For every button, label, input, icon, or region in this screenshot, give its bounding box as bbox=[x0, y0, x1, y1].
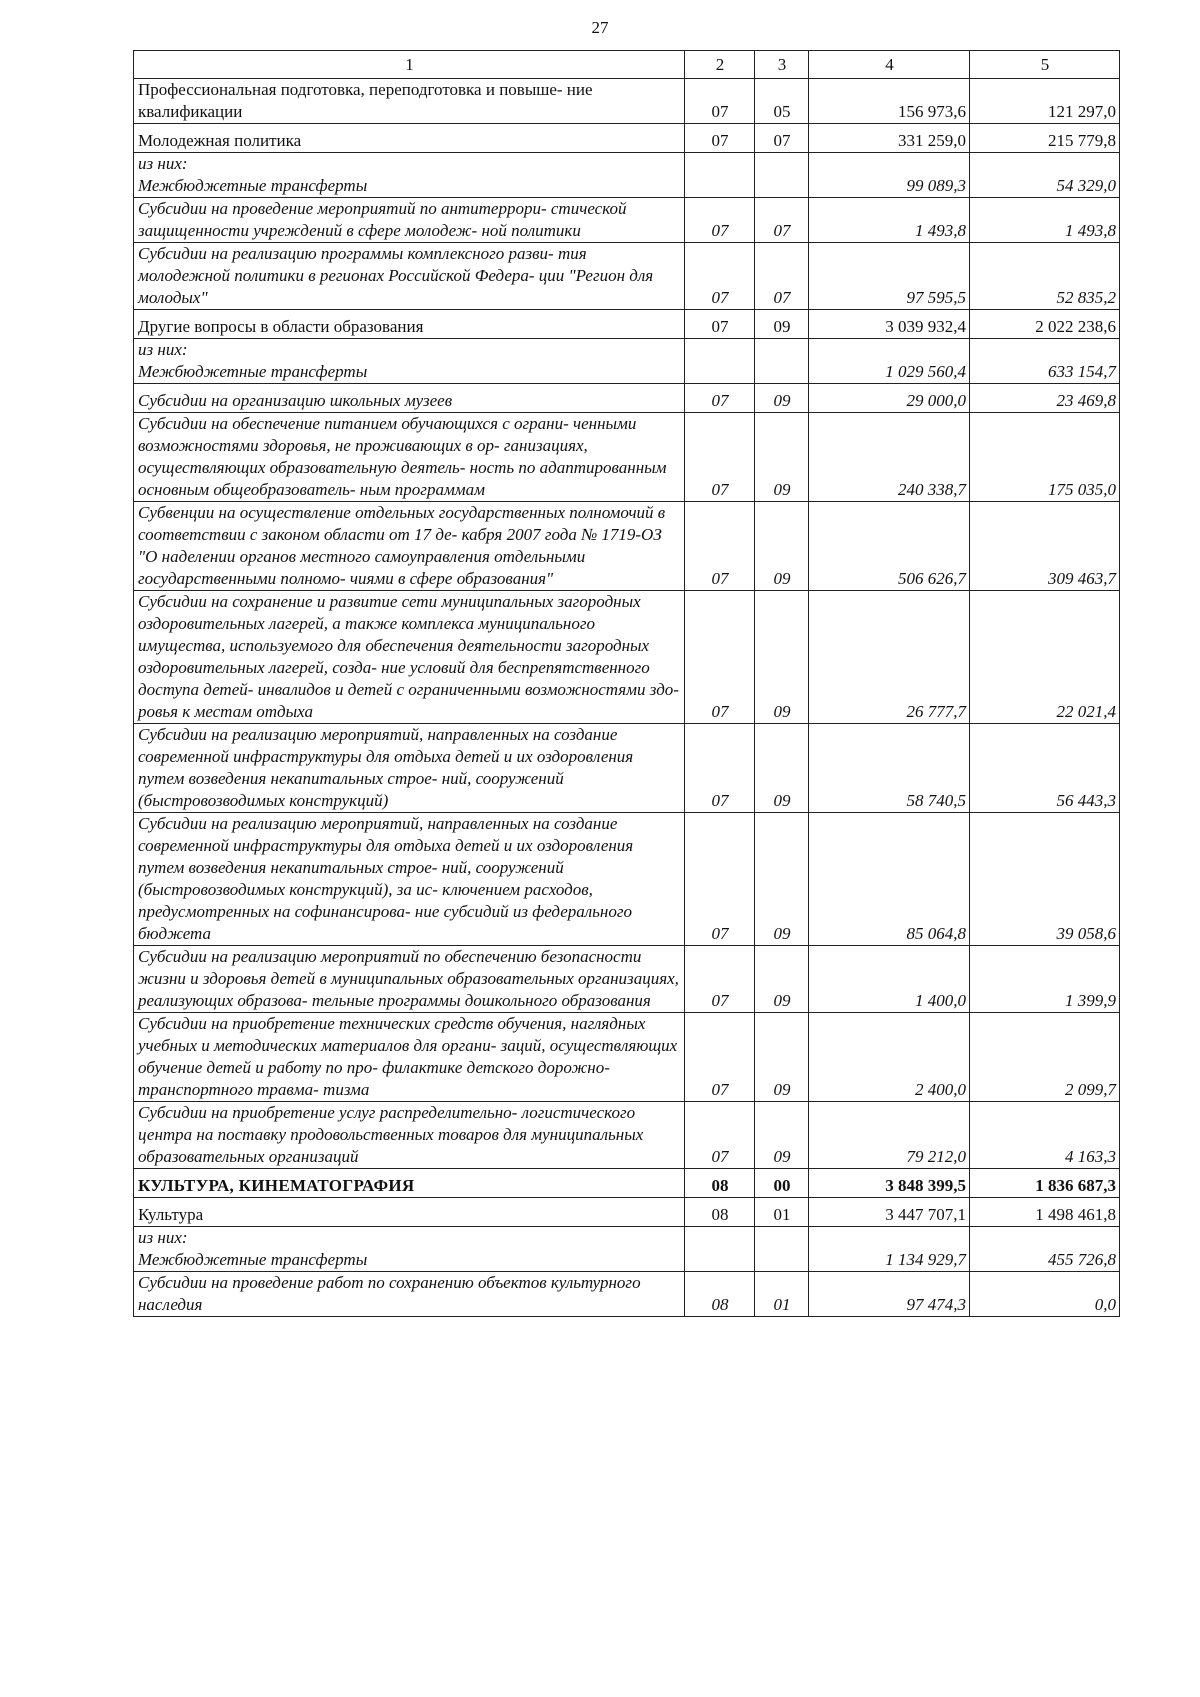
row-name: Субсидии на реализацию мероприятий по обеспечению безопасности жизни и здоровья детей в муниципальных образовательных организациях, реализующих образова- тельные программы дошкольного образования bbox=[134, 946, 685, 1013]
row-section-code bbox=[685, 1227, 755, 1272]
row-name: Субсидии на обеспечение питанием обучающихся с ограни- ченными возможностями здоровья, не проживающих в ор- ганизациях, осуществляющих образовательную деятель- ность по адаптированным основным общеобразователь- ным программам bbox=[134, 413, 685, 502]
row-value-planned: 1 400,0 bbox=[809, 946, 970, 1013]
row-value-executed: 175 035,0 bbox=[970, 413, 1120, 502]
row-name: Субсидии на сохранение и развитие сети муниципальных загородных оздоровительных лагерей, а также комплекса муниципального имущества, используемого для обеспечения деятельности загородных оздоровительных лагерей, созда- ние условий для беспрепятственного доступа детей- инвалидов и детей с ограниченными возможностями здо- ровья к местам отдыха bbox=[134, 591, 685, 724]
table-row bbox=[134, 1227, 1120, 1272]
row-name: Субсидии на реализацию программы комплексного разви- тия молодежной политики в регионах Российской Федера- ции "Регион для молодых" bbox=[134, 243, 685, 310]
row-value-planned: 26 777,7 bbox=[809, 591, 970, 724]
row-subsection-code: 09 bbox=[755, 1013, 809, 1102]
row-subsection-code: 05 bbox=[755, 79, 809, 124]
row-value-executed: 1 493,8 bbox=[970, 198, 1120, 243]
row-value-executed: 215 779,8 bbox=[970, 124, 1120, 153]
table-row bbox=[134, 413, 1120, 502]
row-value-executed: 0,0 bbox=[970, 1272, 1120, 1317]
row-subsection-code bbox=[755, 339, 809, 384]
row-section-code bbox=[685, 153, 755, 198]
table-row bbox=[134, 339, 1120, 384]
table-row bbox=[134, 1198, 1120, 1227]
row-value-planned: 3 039 932,4 bbox=[809, 310, 970, 339]
row-subsection-code: 09 bbox=[755, 591, 809, 724]
table-row bbox=[134, 1102, 1120, 1169]
row-value-planned: 1 029 560,4 bbox=[809, 339, 970, 384]
row-value-executed: 309 463,7 bbox=[970, 502, 1120, 591]
row-name: Субсидии на проведение работ по сохранению объектов культурного наследия bbox=[134, 1272, 685, 1317]
row-value-executed: 52 835,2 bbox=[970, 243, 1120, 310]
row-value-executed: 1 399,9 bbox=[970, 946, 1120, 1013]
row-subsection-code bbox=[755, 153, 809, 198]
table-row bbox=[134, 724, 1120, 813]
table-row bbox=[134, 153, 1120, 198]
row-value-executed: 1 498 461,8 bbox=[970, 1198, 1120, 1227]
table-row bbox=[134, 946, 1120, 1013]
row-name: Профессиональная подготовка, переподготовка и повыше- ние квалификации bbox=[134, 79, 685, 124]
row-section-code: 07 bbox=[685, 946, 755, 1013]
table-row bbox=[134, 1013, 1120, 1102]
row-value-planned: 2 400,0 bbox=[809, 1013, 970, 1102]
table-header-row bbox=[134, 51, 1120, 79]
row-section-code: 07 bbox=[685, 724, 755, 813]
row-subsection-code: 09 bbox=[755, 384, 809, 413]
row-value-planned: 58 740,5 bbox=[809, 724, 970, 813]
row-section-code: 07 bbox=[685, 813, 755, 946]
row-subsection-code: 01 bbox=[755, 1198, 809, 1227]
row-value-executed: 2 022 238,6 bbox=[970, 310, 1120, 339]
row-value-executed: 54 329,0 bbox=[970, 153, 1120, 198]
row-section-code: 07 bbox=[685, 1102, 755, 1169]
row-section-code bbox=[685, 339, 755, 384]
row-subsection-code bbox=[755, 1227, 809, 1272]
row-section-code: 08 bbox=[685, 1169, 755, 1198]
table-row bbox=[134, 124, 1120, 153]
row-subsection-code: 00 bbox=[755, 1169, 809, 1198]
table-row bbox=[134, 1169, 1120, 1198]
row-subsection-code: 09 bbox=[755, 813, 809, 946]
row-name: из них: Межбюджетные трансферты bbox=[134, 153, 685, 198]
row-value-planned: 1 493,8 bbox=[809, 198, 970, 243]
row-section-code: 07 bbox=[685, 591, 755, 724]
row-name: Другие вопросы в области образования bbox=[134, 310, 685, 339]
row-value-planned: 156 973,6 bbox=[809, 79, 970, 124]
row-section-code: 07 bbox=[685, 198, 755, 243]
row-value-planned: 97 595,5 bbox=[809, 243, 970, 310]
row-subsection-code: 07 bbox=[755, 124, 809, 153]
row-value-executed: 39 058,6 bbox=[970, 813, 1120, 946]
row-name: Субсидии на приобретение технических средств обучения, наглядных учебных и методических материалов для органи- заций, осуществляющих обучение детей и работу по про- филактике детского дорожно-транспортного травма- тизма bbox=[134, 1013, 685, 1102]
row-section-code: 07 bbox=[685, 413, 755, 502]
table-row bbox=[134, 1272, 1120, 1317]
row-section-code: 07 bbox=[685, 124, 755, 153]
row-section-code: 07 bbox=[685, 243, 755, 310]
row-value-planned: 1 134 929,7 bbox=[809, 1227, 970, 1272]
row-subsection-code: 09 bbox=[755, 502, 809, 591]
row-value-planned: 3 447 707,1 bbox=[809, 1198, 970, 1227]
row-name: Субсидии на реализацию мероприятий, направленных на создание современной инфраструктуры для отдыха детей и их оздоровления путем возведения некапитальных строе- ний, сооружений (быстровозводимых конструкций), за ис- ключением расходов, предусмотренных на софинансирова- ние субсидий из федерального бюджета bbox=[134, 813, 685, 946]
row-value-executed: 23 469,8 bbox=[970, 384, 1120, 413]
table-row bbox=[134, 813, 1120, 946]
row-name: Субсидии на организацию школьных музеев bbox=[134, 384, 685, 413]
row-value-planned: 331 259,0 bbox=[809, 124, 970, 153]
row-value-planned: 240 338,7 bbox=[809, 413, 970, 502]
row-section-code: 07 bbox=[685, 310, 755, 339]
row-value-planned: 85 064,8 bbox=[809, 813, 970, 946]
row-value-executed: 2 099,7 bbox=[970, 1013, 1120, 1102]
header-col-2: 2 bbox=[685, 51, 755, 79]
table-body bbox=[134, 79, 1120, 1317]
table-row bbox=[134, 243, 1120, 310]
row-value-planned: 97 474,3 bbox=[809, 1272, 970, 1317]
row-value-executed: 56 443,3 bbox=[970, 724, 1120, 813]
row-name: Субсидии на приобретение услуг распределительно- логистического центра на поставку продовольственных товаров для муниципальных образовательных организаций bbox=[134, 1102, 685, 1169]
row-value-planned: 3 848 399,5 bbox=[809, 1169, 970, 1198]
row-value-executed: 22 021,4 bbox=[970, 591, 1120, 724]
row-value-planned: 79 212,0 bbox=[809, 1102, 970, 1169]
row-section-code: 07 bbox=[685, 1013, 755, 1102]
table-row bbox=[134, 79, 1120, 124]
header-col-5: 5 bbox=[970, 51, 1120, 79]
row-name: Субвенции на осуществление отдельных государственных полномочий в соответствии с законом области от 17 де- кабря 2007 года № 1719-ОЗ "О наделении органов местного самоуправления отдельными государственными полномо- чиями в сфере образования" bbox=[134, 502, 685, 591]
row-name: Субсидии на реализацию мероприятий, направленных на создание современной инфраструктуры для отдыха детей и их оздоровления путем возведения некапитальных строе- ний, сооружений (быстровозводимых конструкций) bbox=[134, 724, 685, 813]
row-section-code: 08 bbox=[685, 1198, 755, 1227]
row-subsection-code: 01 bbox=[755, 1272, 809, 1317]
row-section-code: 07 bbox=[685, 384, 755, 413]
header-col-1: 1 bbox=[134, 51, 685, 79]
row-value-executed: 121 297,0 bbox=[970, 79, 1120, 124]
budget-table bbox=[133, 50, 1120, 1317]
row-subsection-code: 09 bbox=[755, 724, 809, 813]
row-name: Культура bbox=[134, 1198, 685, 1227]
row-name: Молодежная политика bbox=[134, 124, 685, 153]
header-col-4: 4 bbox=[809, 51, 970, 79]
row-section-code: 07 bbox=[685, 502, 755, 591]
row-section-code: 07 bbox=[685, 79, 755, 124]
row-value-executed: 633 154,7 bbox=[970, 339, 1120, 384]
row-subsection-code: 07 bbox=[755, 243, 809, 310]
row-value-planned: 29 000,0 bbox=[809, 384, 970, 413]
row-subsection-code: 09 bbox=[755, 310, 809, 339]
row-value-executed: 1 836 687,3 bbox=[970, 1169, 1120, 1198]
row-name: КУЛЬТУРА, КИНЕМАТОГРАФИЯ bbox=[134, 1169, 685, 1198]
row-name: Субсидии на проведение мероприятий по антитеррори- стической защищенности учреждений в сфере молодеж- ной политики bbox=[134, 198, 685, 243]
row-subsection-code: 09 bbox=[755, 946, 809, 1013]
row-value-executed: 4 163,3 bbox=[970, 1102, 1120, 1169]
page-number: 27 bbox=[591, 18, 609, 37]
table-row bbox=[134, 310, 1120, 339]
row-subsection-code: 07 bbox=[755, 198, 809, 243]
row-value-planned: 506 626,7 bbox=[809, 502, 970, 591]
table-row bbox=[134, 384, 1120, 413]
row-section-code: 08 bbox=[685, 1272, 755, 1317]
table-row bbox=[134, 591, 1120, 724]
row-name: из них: Межбюджетные трансферты bbox=[134, 339, 685, 384]
row-name: из них: Межбюджетные трансферты bbox=[134, 1227, 685, 1272]
header-col-3: 3 bbox=[755, 51, 809, 79]
row-value-planned: 99 089,3 bbox=[809, 153, 970, 198]
row-value-executed: 455 726,8 bbox=[970, 1227, 1120, 1272]
table-row bbox=[134, 502, 1120, 591]
row-subsection-code: 09 bbox=[755, 413, 809, 502]
table-row bbox=[134, 198, 1120, 243]
row-subsection-code: 09 bbox=[755, 1102, 809, 1169]
